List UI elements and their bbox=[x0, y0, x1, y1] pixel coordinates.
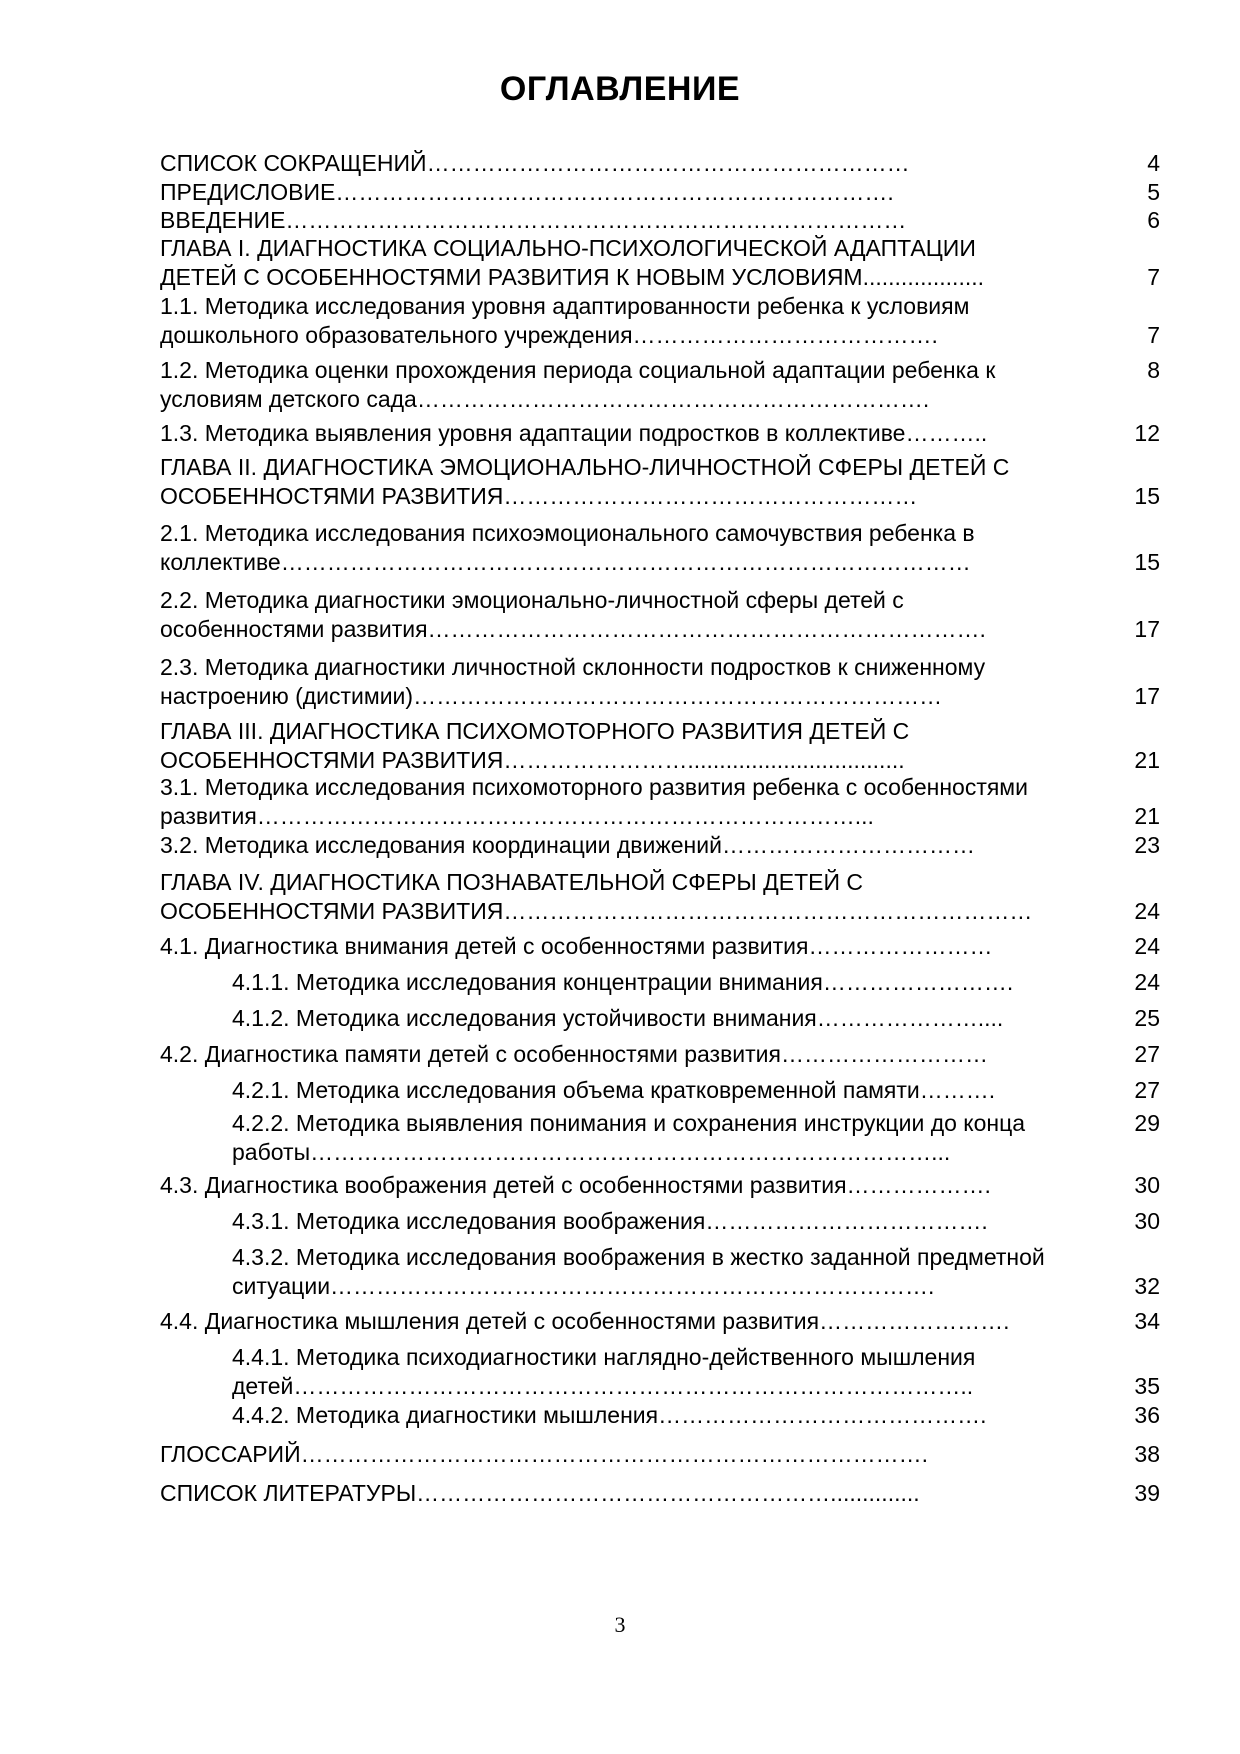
toc-entry-text: ГЛОССАРИЙ………………………………………………………………………. bbox=[160, 1441, 928, 1467]
toc-entry-page: 34 bbox=[1134, 1308, 1160, 1334]
toc-entry-text: 1.2. Методика оценки прохождения периода социальной адаптации ребенка к условиям детского сада…………………………………………………………. bbox=[160, 357, 996, 412]
toc-entry-page: 6 bbox=[1147, 207, 1160, 233]
toc-entry-text: 4.4.1. Методика психодиагностики наглядно-действенного мышления детей…………………………………………………………………………….. bbox=[232, 1344, 976, 1399]
page-title: ОГЛАВЛЕНИЕ bbox=[499, 70, 741, 108]
toc-entry-text: 4.4.2. Методика диагностики мышления……………………………………. bbox=[232, 1402, 987, 1428]
toc-entry-page: 7 bbox=[1147, 264, 1160, 290]
toc-entry-page: 24 bbox=[1134, 898, 1160, 924]
toc-entry-text: 1.1. Методика исследования уровня адаптированности ребенка к условиям дошкольного образовательного учреждения…………………………………. bbox=[160, 293, 970, 348]
toc-entry-page: 15 bbox=[1134, 483, 1160, 509]
toc-entry-page: 30 bbox=[1134, 1208, 1160, 1234]
toc-entry-page: 32 bbox=[1134, 1273, 1160, 1299]
toc-entry-text: 1.3. Методика выявления уровня адаптации подростков в коллективе……….. bbox=[160, 420, 988, 446]
toc-entry-text: 4.2.1. Методика исследования объема кратковременной памяти………. bbox=[232, 1077, 996, 1103]
toc-entry-page: 15 bbox=[1134, 549, 1160, 575]
toc-entry-page: 12 bbox=[1134, 420, 1160, 446]
toc-entry-page: 36 bbox=[1134, 1402, 1160, 1428]
toc-entry-text: 3.1. Методика исследования психомоторного развития ребенка с особенностями развития……………………………………………………………………... bbox=[160, 774, 1028, 829]
toc-entry-page: 23 bbox=[1134, 832, 1160, 858]
toc-entry-text: 4.1.1. Методика исследования концентрации внимания……………………. bbox=[232, 969, 1014, 995]
toc-entry-text: ПРЕДИСЛОВИЕ………………………………………………………………. bbox=[160, 179, 894, 205]
toc-entry-text: 4.2. Диагностика памяти детей с особенностями развития……………………… bbox=[160, 1041, 988, 1067]
toc-entry-text: ВВЕДЕНИЕ……………………………………………………………………… bbox=[160, 207, 907, 233]
toc-entry-page: 5 bbox=[1147, 179, 1160, 205]
toc-entry-page: 21 bbox=[1134, 747, 1160, 773]
toc-entry-text: ГЛАВА IV. ДИАГНОСТИКА ПОЗНАВАТЕЛЬНОЙ СФЕРЫ ДЕТЕЙ С ОСОБЕННОСТЯМИ РАЗВИТИЯ…………………………………………………………… bbox=[160, 869, 1033, 924]
toc-entry-text: 4.4. Диагностика мышления детей с особенностями развития……………………. bbox=[160, 1308, 1010, 1334]
toc-entry-text: ГЛАВА II. ДИАГНОСТИКА ЭМОЦИОНАЛЬНО-ЛИЧНОСТНОЙ СФЕРЫ ДЕТЕЙ С ОСОБЕННОСТЯМИ РАЗВИТИЯ……………………………………………… bbox=[160, 454, 1010, 509]
toc-entry-page: 21 bbox=[1134, 803, 1160, 829]
toc-entry-text: ГЛАВА I. ДИАГНОСТИКА СОЦИАЛЬНО-ПСИХОЛОГИЧЕСКОЙ АДАПТАЦИИ ДЕТЕЙ С ОСОБЕННОСТЯМИ РАЗВИТИЯ К НОВЫМ УСЛОВИЯМ................... bbox=[160, 235, 985, 290]
toc-entry-page: 25 bbox=[1134, 1005, 1160, 1031]
toc-entry-page: 4 bbox=[1147, 150, 1160, 176]
toc-entry-text: 4.3. Диагностика воображения детей с особенностями развития………………. bbox=[160, 1172, 991, 1198]
toc-entry-text: 4.1.2. Методика исследования устойчивости внимания………………….... bbox=[232, 1005, 1004, 1031]
toc-entry-page: 27 bbox=[1134, 1077, 1160, 1103]
toc-entry-text: 2.2. Методика диагностики эмоционально-личностной сферы детей с особенностями развития………………………………………………………………. bbox=[160, 587, 986, 642]
toc-entry-page: 39 bbox=[1134, 1480, 1160, 1506]
toc-entry-page: 29 bbox=[1134, 1110, 1160, 1136]
toc-entry-page: 38 bbox=[1134, 1441, 1160, 1467]
toc-entry-text: ГЛАВА III. ДИАГНОСТИКА ПСИХОМОТОРНОГО РАЗВИТИЯ ДЕТЕЙ С ОСОБЕННОСТЯМИ РАЗВИТИЯ…………………….................................. bbox=[160, 718, 910, 773]
toc-entry-page: 30 bbox=[1134, 1172, 1160, 1198]
toc-entry-page: 8 bbox=[1147, 357, 1160, 383]
toc-entry-text: 4.1. Диагностика внимания детей с особенностями развития…………………… bbox=[160, 933, 993, 959]
page-number: 3 bbox=[614, 1612, 626, 1637]
toc-entry-text: 3.2. Методика исследования координации движений…………………………… bbox=[160, 832, 975, 858]
toc-entry-text: СПИСОК СОКРАЩЕНИЙ……………………………………………………… bbox=[160, 150, 910, 176]
toc-entry-page: 7 bbox=[1147, 322, 1160, 348]
toc-entry-text: 4.2.2. Методика выявления понимания и сохранения инструкции до конца работы………………………………………………………………………... bbox=[232, 1110, 1026, 1165]
toc-entry-text: 2.1. Методика исследования психоэмоционального самочувствия ребенка в коллективе……………………………………………………………………………… bbox=[160, 520, 975, 575]
toc-entry-page: 27 bbox=[1134, 1041, 1160, 1067]
toc-entry-page: 24 bbox=[1134, 933, 1160, 959]
toc-entry-page: 17 bbox=[1134, 616, 1160, 642]
toc-entry-page: 24 bbox=[1134, 969, 1160, 995]
toc-entry-page: 35 bbox=[1134, 1373, 1160, 1399]
toc-entry-text: СПИСОК ЛИТЕРАТУРЫ……………………………………………….............. bbox=[160, 1480, 920, 1506]
toc-entry-text: 2.3. Методика диагностики личностной склонности подростков к сниженному настроению (дистимии)…………………………………………………………… bbox=[160, 654, 986, 709]
toc-entry-text: 4.3.2. Методика исследования воображения в жестко заданной предметной ситуации……………………………………………………………………. bbox=[232, 1244, 1045, 1299]
toc-entry-text: 4.3.1. Методика исследования воображения………………………………. bbox=[232, 1208, 988, 1234]
toc-entry-page: 17 bbox=[1134, 683, 1160, 709]
